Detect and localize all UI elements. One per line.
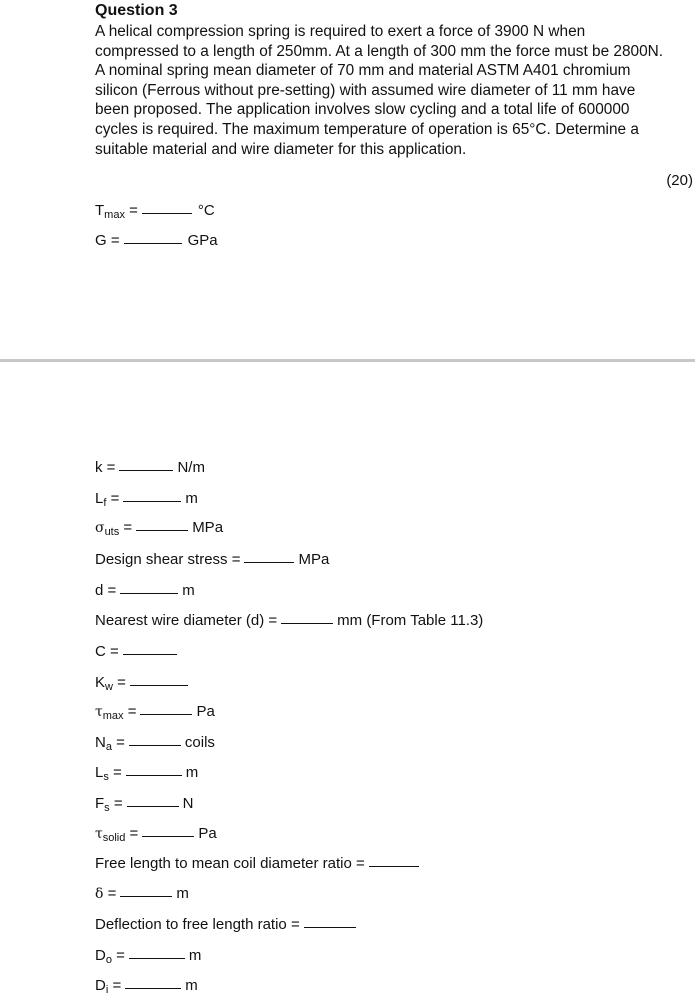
problem-line: silicon (Ferrous without pre-setting) with assumed wire diameter of 11 mm have	[95, 81, 636, 99]
answer-blank[interactable]	[127, 805, 179, 807]
answer-blank[interactable]	[123, 500, 181, 502]
answer-row-di: $D_i = m$	[95, 977, 198, 996]
problem-line: compressed to a length of 250mm. At a length of 300 mm the force must be 2800N.	[95, 42, 664, 60]
answer-row-ls: $L_s = m$	[95, 764, 199, 783]
marks-label: (20)	[666, 172, 693, 189]
answer-blank[interactable]	[123, 653, 177, 655]
answer-row-d: d = m	[95, 582, 195, 599]
answer-row-kw: $K_w$ =	[95, 674, 192, 696]
answer-row-k: k = N/m	[95, 459, 205, 476]
answer-blank[interactable]	[281, 622, 333, 624]
answer-row-design-shear: Design shear stress = MPa	[95, 551, 330, 568]
answer-row-c: C =	[95, 643, 181, 661]
answer-blank[interactable]	[119, 469, 173, 471]
problem-statement	[95, 22, 695, 159]
answer-row-tmax: $T_{max} = ^\circ C$	[95, 202, 215, 224]
answer-row-delta: δ = m	[95, 885, 189, 902]
answer-blank[interactable]	[142, 835, 194, 837]
answer-row-tausolid: $\tau_{solid} = Pa$	[95, 825, 217, 844]
answer-blank[interactable]	[129, 744, 181, 746]
answer-row-suts: $\sigma_{uts}$ = MPa	[95, 519, 224, 538]
answer-row-free-ratio: Free length to mean coil diameter ratio =	[95, 855, 423, 873]
answer-blank[interactable]	[130, 684, 188, 686]
problem-line: suitable material and wire diameter for this application.	[95, 140, 467, 158]
section-divider	[0, 359, 695, 362]
answer-row-lf: $L_f = m$	[95, 490, 198, 509]
answer-row-nearest: Nearest wire diameter (d) = mm (From Table 11.3)	[95, 612, 484, 629]
answer-row-do: $D_o = m$	[95, 947, 202, 966]
answer-blank[interactable]	[136, 529, 188, 531]
problem-line: been proposed. The application involves slow cycling and a total life of 600000	[95, 101, 630, 119]
answer-row-defl-ratio: Deflection to free length ratio =	[95, 916, 360, 934]
answer-row-taumax: $\tau_{max} = Pa$	[95, 703, 215, 722]
answer-row-g: G = GPa	[95, 232, 218, 249]
answer-blank[interactable]	[369, 865, 419, 867]
answer-blank[interactable]	[124, 242, 182, 244]
problem-line: A helical compression spring is required to exert a force of 3900 N when	[95, 23, 586, 40]
question-title: Question 3	[95, 2, 178, 19]
answer-row-fs: $F_s = N$	[95, 795, 194, 814]
answer-blank[interactable]	[129, 957, 185, 959]
answer-blank[interactable]	[120, 592, 178, 594]
answer-row-na: $N_a$ = coils	[95, 734, 215, 753]
answer-blank[interactable]	[120, 895, 172, 897]
answer-blank[interactable]	[244, 561, 294, 563]
problem-line: A nominal spring mean diameter of 70 mm and material ASTM A401 chromium	[95, 62, 631, 80]
answer-blank[interactable]	[125, 987, 181, 989]
problem-line: cycles is required. The maximum temperature of operation is 65°C. Determine a	[95, 120, 639, 138]
symbol: $T_{max}$	[95, 202, 125, 221]
answer-blank[interactable]	[126, 774, 182, 776]
answer-blank[interactable]	[140, 713, 192, 715]
answer-blank[interactable]	[304, 926, 356, 928]
answer-blank[interactable]	[142, 212, 192, 214]
